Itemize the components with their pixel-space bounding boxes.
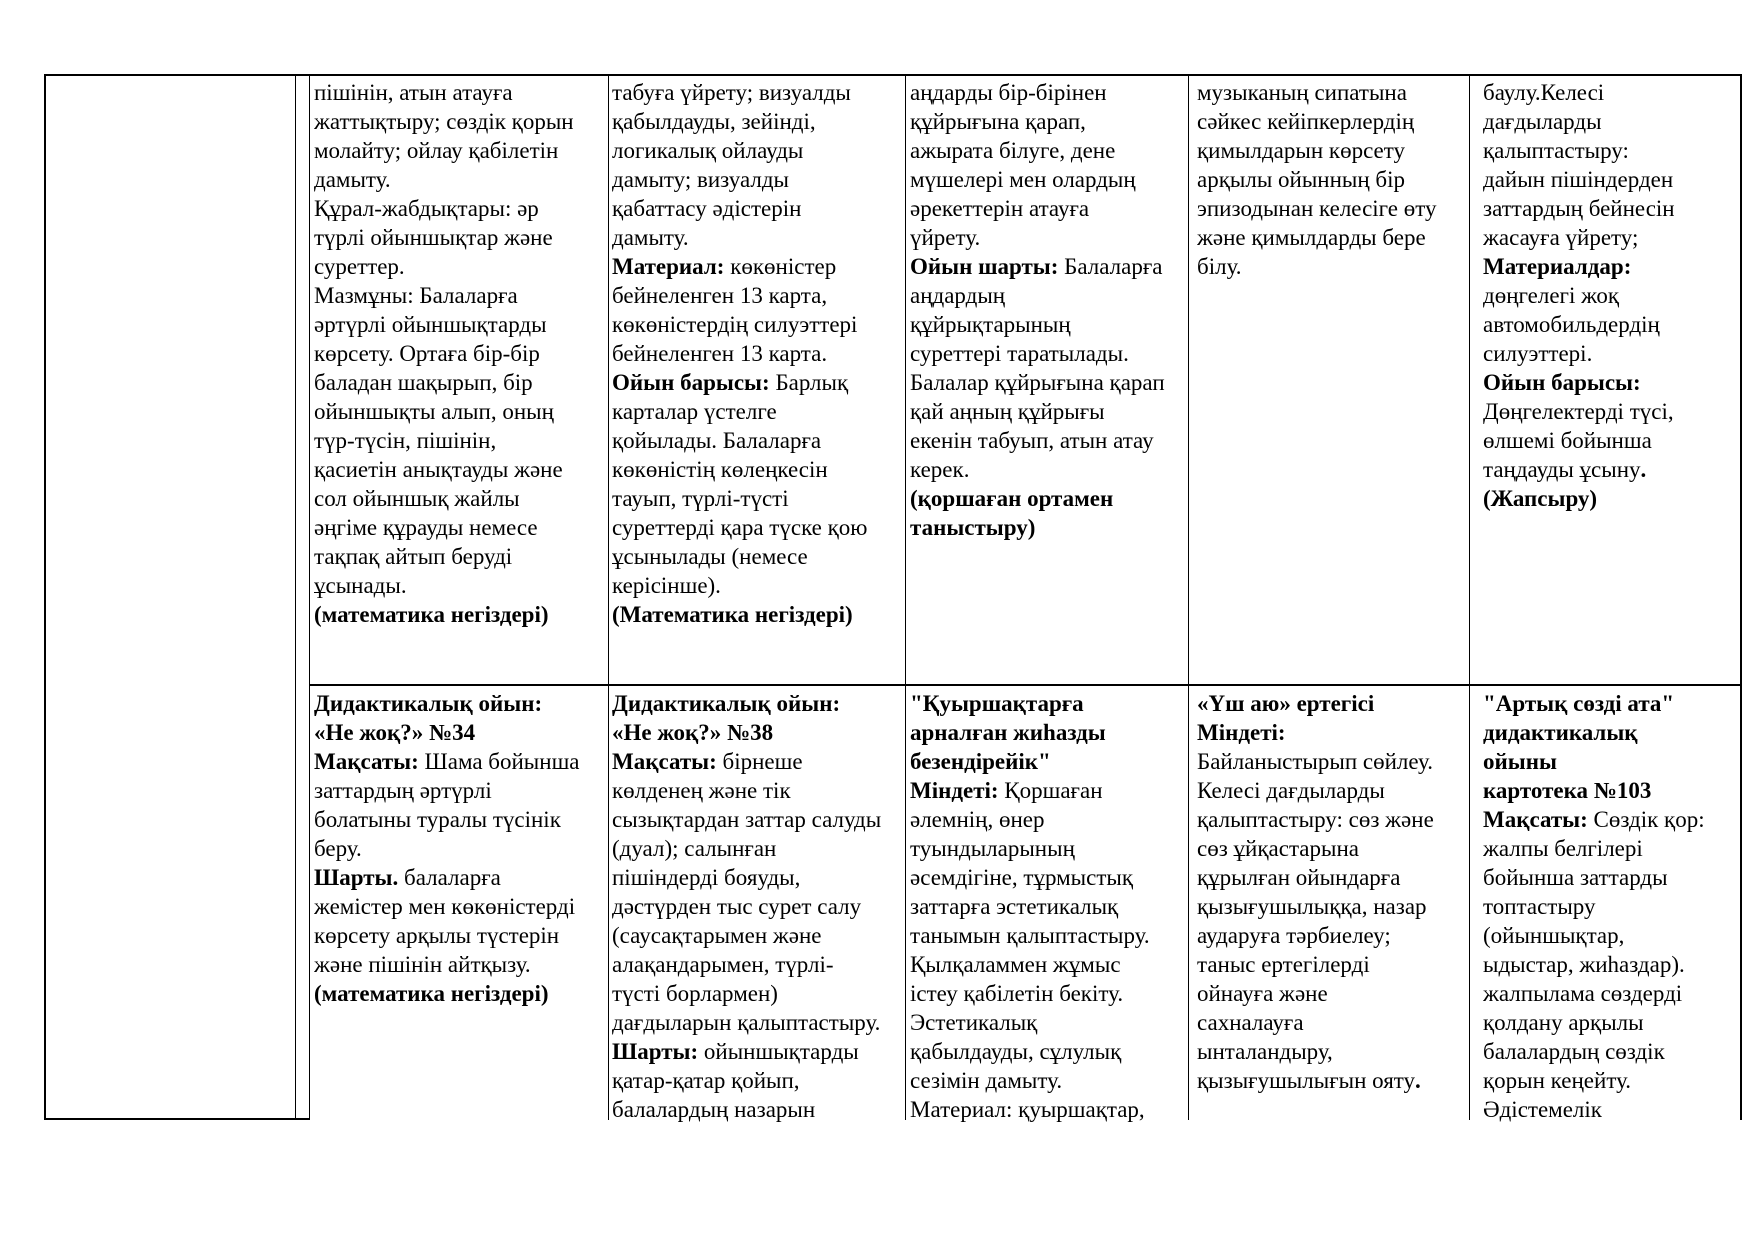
table-cell-row2-col4 [1197,689,1479,1095]
table-cell-row2-col5 [1483,689,1749,1124]
cell-body-text: Барлық карталар үстелге қойылады. Балаларға көкөністің көлеңкесін тауып, түрлі-түсті суреттерді қара түске қою ұсынылады (немесе керісінше). [612,370,868,598]
cell-heading-text: Ойын барысы: [1483,370,1641,395]
cell-heading-text: Материал: [612,254,725,279]
table-cell-row2-col3 [910,689,1191,1124]
column-divider-2 [608,74,609,1120]
cell-heading-text: (Математика негіздері) [612,602,853,627]
cell-body-text: музыканың сипатына сәйкес кейіпкерлердің қимылдарын көрсету арқылы ойынның бір эпизодынан келесіге өту және қимылдарды бере білу. [1197,80,1437,279]
cell-body-text: табуға үйрету; визуалды қабылдауды, зейінді, логикалық ойлауды дамыту; визуалды қабаттасу әдістерін дамыту. [612,80,851,250]
table-cell-row1-col4 [1197,78,1479,281]
cell-heading-text: Материалдар: [1483,254,1632,279]
cell-body-text: Сөздік қор: жалпы белгілері бойынша заттарды топтастыру (ойыншықтар, ыдыстар, жиһаздар). жалпылама сөздерді қолдану арқылы балалардың сөздік қорын кеңейту. Әдістемелік [1483,807,1705,1122]
cell-heading-text: Дидактикалық ойын: «Не жоқ?» №34 Мақсаты: [314,691,543,774]
table-cell-row1-col3 [910,78,1191,542]
cell-body-text: дөңгелегі жоқ автомобильдердің силуэттері. [1483,283,1660,366]
cell-heading-text: (математика негіздері) [314,602,549,627]
cell-heading-text: Ойын барысы: [612,370,770,395]
cell-heading-text: "Артық сөзді ата" дидактикалық ойыны картотека №103 Мақсаты: [1483,691,1675,832]
cell-heading-text: "Қуыршақтарға арналған жиһазды безендірейік" Міндеті: [910,691,1106,803]
table-cell-row2-col1 [314,689,608,1008]
table-cell-row1-col5 [1483,78,1749,513]
table-cell-row1-col1 [314,78,608,629]
cell-heading-text: Шарты. [314,865,399,890]
table-top-border [44,74,1742,76]
column-divider-1 [309,74,310,1120]
table-cell-row1-col2 [612,78,905,629]
cell-heading-text: Ойын шарты: [910,254,1059,279]
cell-body-text: баулу.Келесі дағдыларды қалыптастыру: дайын пішіндерден заттардың бейнесін жасауға үйрету; [1483,80,1675,250]
cell-heading-text: (қоршаған ортамен таныстыру) [910,486,1114,540]
table-left-border [44,74,46,1120]
cell-body-text: көкөністер бейнеленген 13 карта, көкөністердің силуэттері бейнеленген 13 карта. [612,254,858,366]
column-divider-0 [295,74,296,1120]
cell-heading-text: . [1415,1068,1421,1093]
cell-body-text: Дөңгелектерді түсі, өлшемі бойынша таңдауды ұсыну [1483,399,1674,482]
cell-body-text: пішінін, атын атауға жаттықтыру; сөздік қорын молайту; ойлау қабілетін дамыту. Құрал-жабдықтары: әр түрлі ойыншықтар және суреттер. Мазмұны: Балаларға әртүрлі ойыншықтарды көрсету. Ортаға бір-бір баладан шақырып, бір ойыншықты алып, оның түр-түсін, пішінін, қасиетін анықтауды және сол ойыншық жайлы әңгіме құрауды немесе тақпақ айтып беруді ұсынады. [314,80,574,598]
cell-heading-text: (математика негіздері) [314,981,549,1006]
table-bottom-border-stub [295,1119,310,1120]
cell-heading-text: Дидактикалық ойын: «Не жоқ?» №38 Мақсаты: [612,691,841,774]
cell-heading-text: . (Жапсыру) [1483,457,1647,511]
cell-body-text: бірнеше көлденең және тік сызықтардан заттар салуды (дуал); салынған пішіндерді бояуды, дәстүрден тыс сурет салу (саусақтарымен және алақандарымен, түрлі- түсті борлармен) дағдыларын қалыптастыру. [612,749,882,1035]
cell-body-text: Байланыстырып сөйлеу. Келесі дағдыларды қалыптастыру: сөз және сөз ұйқастарына құрылған ойындарға қызығушылыққа, назар аударуға тәрбиелеу; таныс ертегілерді ойнауға және сахналауға ынталандыру, қызығушылығын ояту [1197,749,1434,1093]
cell-body-text: балаларға жемістер мен көкөністерді көрсету арқылы түстерін және пішінін айтқызу. [314,865,576,977]
table-bottom-border-left [44,1118,310,1120]
cell-body-text: аңдарды бір-бірінен құйрығына қарап, ажырата білуге, дене мүшелері мен олардың әрекеттерін атауға үйрету. [910,80,1136,250]
cell-body-text: Шама бойынша заттардың әртүрлі болатыны туралы түсінік беру. [314,749,580,861]
table-cell-row2-col2 [612,689,905,1124]
row-divider [309,684,1742,686]
cell-heading-text: Шарты: [612,1039,699,1064]
cell-heading-text: «Үш аю» ертегісі Міндеті: [1197,691,1375,745]
cell-body-text: Қоршаған әлемнің, өнер туындыларының әсемдігіне, тұрмыстық заттарға эстетикалық танымын қалыптастыру. Қылқаламмен жұмыс істеу қабілетін бекіту. Эстетикалық қабылдауды, сұлулық сезімін дамыту. Материал: қуыршақтар, [910,778,1150,1122]
cell-body-text: Балаларға аңдардың құйрықтарының суреттері таратылады. Балалар құйрығына қарап қай аңның құйрығы екенін табуып, атын атау керек. [910,254,1165,482]
column-divider-3 [905,74,906,1120]
cell-body-text: ойыншықтарды қатар-қатар қойып, балалардың назарын [612,1039,859,1122]
